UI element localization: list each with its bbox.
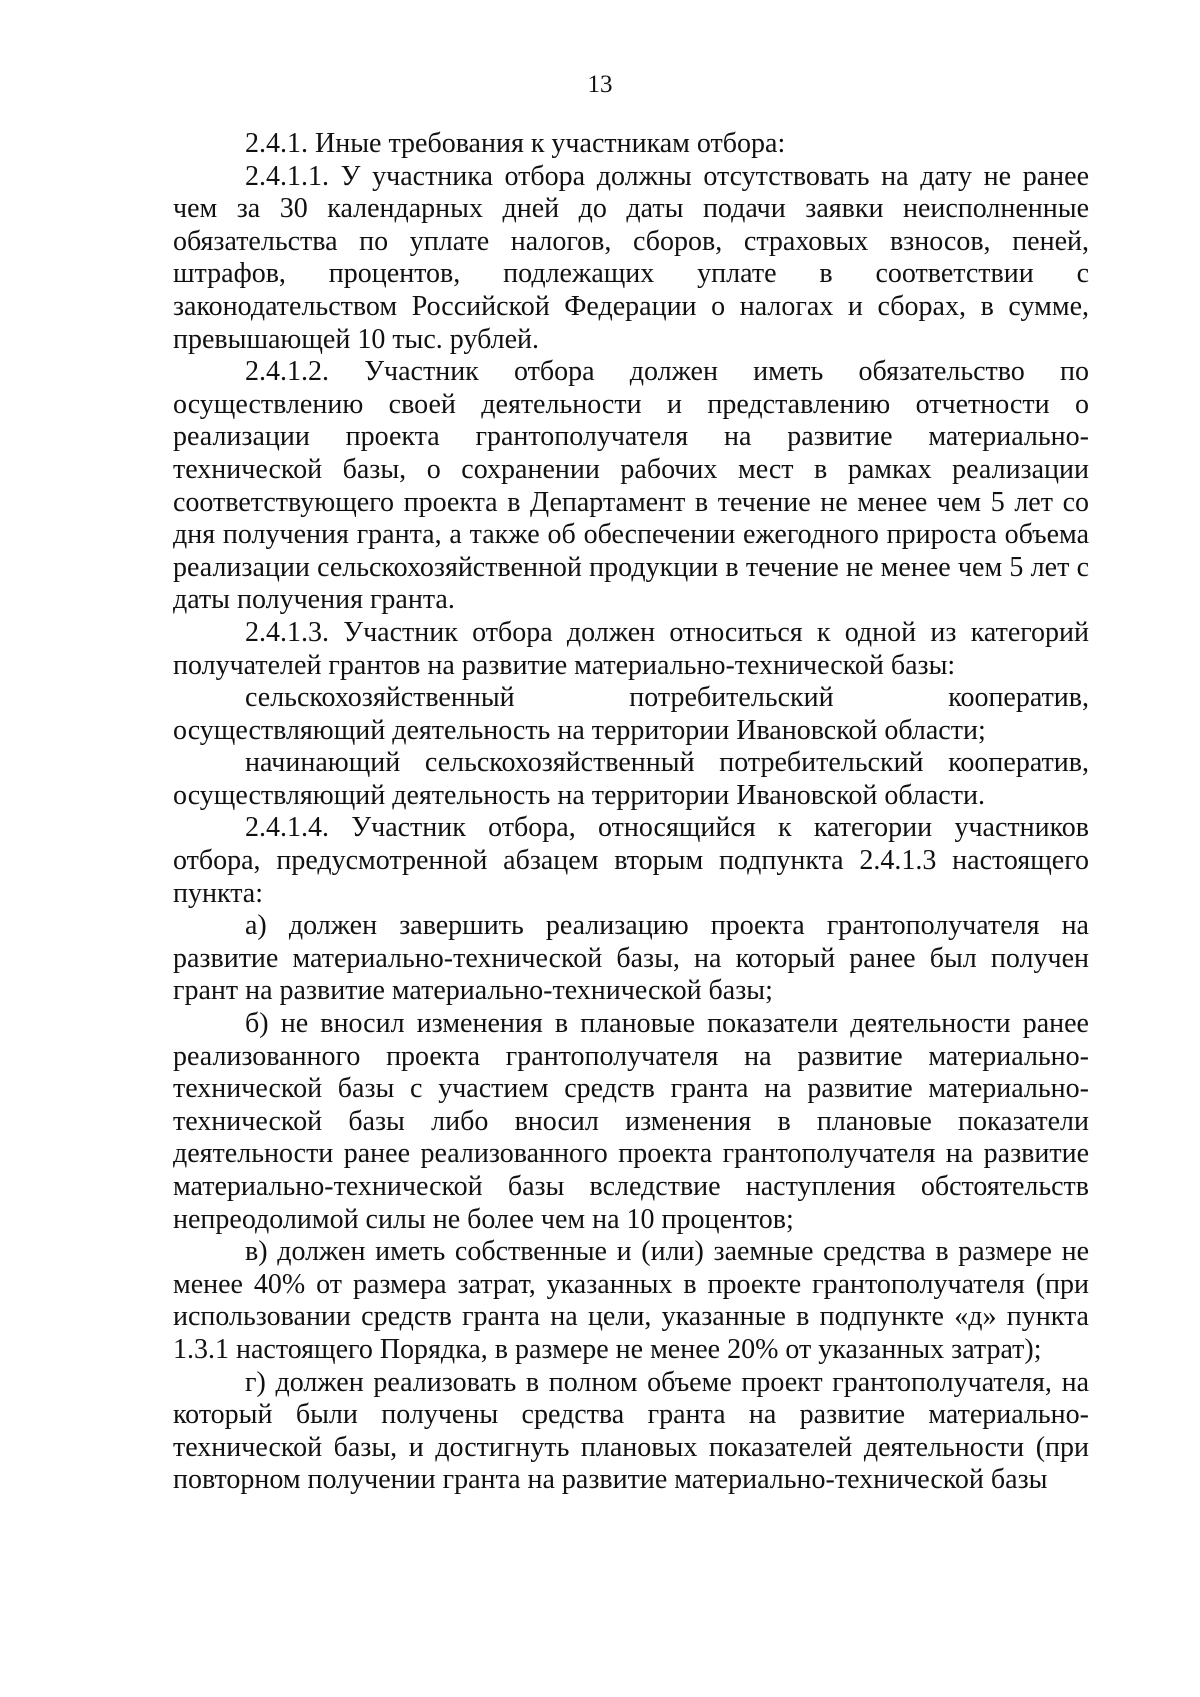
paragraph-category-cooperative: сельскохозяйственный потребительский кооператив, осуществляющий деятельность на территории Ивановской области;: [173, 682, 1089, 746]
paragraph-2-4-1-2: 2.4.1.2. Участник отбора должен иметь обязательство по осуществлению своей деятельности и представлению отчетности о реализации проекта грантополучателя на развитие материально-технической базы, о сохранении рабочих мест в рамках реализации соответствующего проекта в Департамент в течение не менее чем 5 лет со дня получения гранта, а также об обеспечении ежегодного прироста объема реализации сельскохозяйственной продукции в течение не менее чем 5 лет с даты получения гранта.: [173, 356, 1089, 616]
paragraph-2-4-1-3: 2.4.1.3. Участник отбора должен относиться к одной из категорий получателей грантов на развитие материально-технической базы:: [173, 616, 1089, 681]
paragraph-2-4-1: 2.4.1. Иные требования к участникам отбора:: [245, 128, 786, 159]
paragraph-item-g: г) должен реализовать в полном объеме проект грантополучателя, на который были получены средства гранта на развитие материально-технической базы, и достигнуть плановых показателей деятельности (при повторном получении гранта на развитие материально-технической базы: [173, 1366, 1089, 1496]
paragraph-item-v: в) должен иметь собственные и (или) заемные средства в размере не менее 40% от размера затрат, указанных в проекте грантополучателя (при использовании средств гранта на цели, указанные в подпункте «д» пункта 1.3.1 настоящего Порядка, в размере не менее 20% от указанных затрат);: [173, 1236, 1089, 1365]
paragraph-2-4-1-4: 2.4.1.4. Участник отбора, относящийся к категории участников отбора, предусмотренной абзацем вторым подпункта 2.4.1.3 настоящего пункта:: [173, 812, 1089, 909]
document-body: [173, 128, 1089, 1497]
paragraph-item-b: б) не вносил изменения в плановые показатели деятельности ранее реализованного проекта грантополучателя на развитие материально-технической базы с участием средств гранта на развитие материально-технической базы либо вносил изменения в плановые показатели деятельности ранее реализованного проекта грантополучателя на развитие материально-технической базы вследствие наступления обстоятельств непреодолимой силы не более чем на 10 процентов;: [173, 1008, 1089, 1235]
paragraph-2-4-1-1: 2.4.1.1. У участника отбора должны отсутствовать на дату не ранее чем за 30 календарных дней до даты подачи заявки неисполненные обязательства по уплате налогов, сборов, страховых взносов, пеней, штрафов, процентов, подлежащих уплате в соответствии с законодательством Российской Федерации о налогах и сборах, в сумме, превышающей 10 тыс. рублей.: [173, 160, 1089, 355]
page-number: 13: [587, 71, 613, 98]
paragraph-item-a: а) должен завершить реализацию проекта грантополучателя на развитие материально-технической базы, на который ранее был получен грант на развитие материально-технической базы;: [173, 910, 1089, 1007]
paragraph-category-new-cooperative: начинающий сельскохозяйственный потребительский кооператив, осуществляющий деятельность на территории Ивановской области.: [173, 747, 1089, 811]
